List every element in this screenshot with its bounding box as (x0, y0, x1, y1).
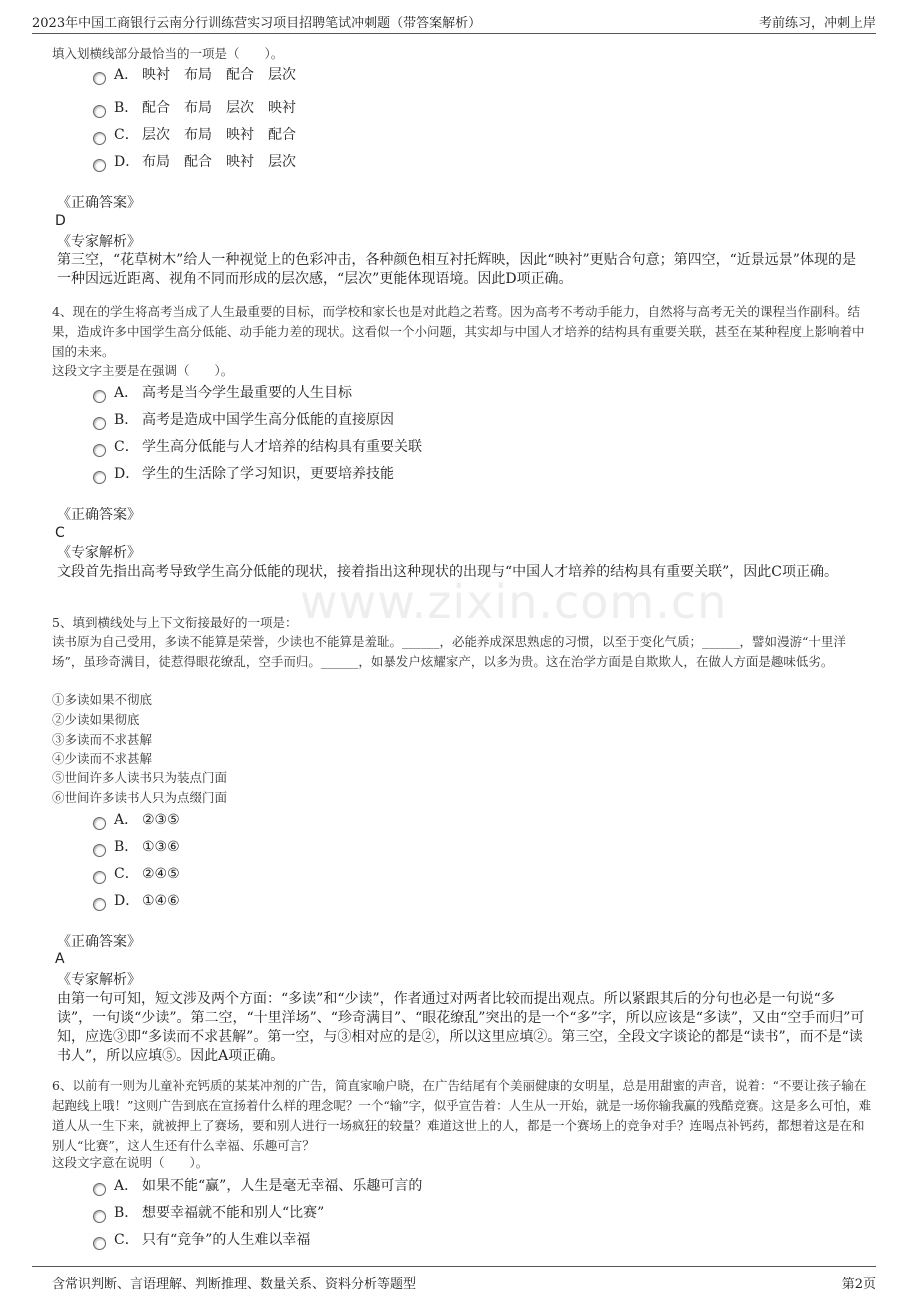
radio-button[interactable] (93, 444, 106, 457)
document-title: 2023年中国工商银行云南分行训练营实习项目招聘笔试冲刺题（带答案解析） (32, 16, 482, 31)
q5-analysis: 由第一句可知，短文涉及两个方面：“多读”和“少读”，作者通过对两者比较而提出观点。所以紧跟其后的分句也必是一句说“多读”，一句谈“少读”。第二空，“十里洋场”、“珍奇满目”、“眼花缭乱”突出的是一个“多”字，所以应该是“多读”，又由“空手而归”可知，应选③即“多读而不求甚解”。第一空，与③相对应的是②，所以这里应填②。第三空，全段文字谈论的都是“读书”，而不是“读书人”，所以应填⑤。因此A项正确。 (57, 991, 865, 1064)
q3-option-a[interactable]: A． 映衬 布局 配合 层次 (93, 65, 296, 85)
q5-item: ⑤世间许多人读书只为装点门面 (52, 770, 228, 785)
watermark: www.zixin.com.cn (300, 575, 728, 629)
page-footer (32, 1266, 876, 1294)
q5-item: ②少读如果彻底 (52, 712, 140, 727)
q4-analysis: 文段首先指出高考导致学生高分低能的现状，接着指出这种现状的出现与“中国人才培养的结构具有重要关联”，因此C项正确。 (57, 564, 839, 580)
q6-stem: 6、以前有一则为儿童补充钙质的某某冲剂的广告，简直家喻户晓，在广告结尾有个美丽健康的女明星，总是用甜蜜的声音，说着：“不要让孩子输在起跑线上哦！”这则广告到底在宣扬着什么样的理念呢？一个“输”字，似乎宣告着：人生从一开始，就是一场你输我赢的残酷竞赛。这是多么可怕，难道人从一生下来，就被押上了赛场，要和别人进行一场疯狂的较量？难道这世上的人，都是一个赛场上的竞争对手？连喝点补钙药，都想着这是在和别人“比赛”，这人生还有什么幸福、乐趣可言？ (52, 1078, 872, 1153)
radio-button[interactable] (93, 132, 106, 145)
q3-analysis-label: 《专家解析》 (57, 234, 141, 250)
radio-button[interactable] (93, 105, 106, 118)
q4-question: 这段文字主要是在强调（ ）。 (52, 363, 234, 378)
q4-option-c[interactable]: C． 学生高分低能与人才培养的结构具有重要关联 (93, 437, 422, 457)
q4-answer: C (55, 525, 65, 541)
q4-option-b[interactable]: B． 高考是造成中国学生高分低能的直接原因 (93, 410, 394, 430)
q4-answer-label: 《正确答案》 (57, 507, 141, 523)
q6-question: 这段文字意在说明（ ）。 (52, 1155, 209, 1170)
q5-answer-label: 《正确答案》 (57, 934, 141, 950)
q5-item: ③多读而不求甚解 (52, 732, 153, 747)
q3-stem: 填入划横线部分最恰当的一项是（ ）。 (52, 46, 284, 61)
q4-stem: 4、现在的学生将高考当成了人生最重要的目标，而学校和家长也是对此趋之若骛。因为高考不考动手能力，自然将与高考无关的课程当作副科。结果，造成许多中国学生高分低能、动手能力差的现状。这看似一个小问题，其实却与中国人才培养的结构具有重要关联，甚至在某种程度上影响着中国的未来。 (52, 304, 865, 359)
q3-option-c[interactable]: C． 层次 布局 映衬 配合 (93, 125, 296, 145)
radio-button[interactable] (93, 898, 106, 911)
q5-option-b[interactable]: B． ①③⑥ (93, 837, 180, 857)
q5-stem: 5、填到横线处与上下文衔接最好的一项是： (52, 615, 298, 630)
page-header (32, 8, 876, 34)
radio-button[interactable] (93, 844, 106, 857)
q5-item: ④少读而不求甚解 (52, 751, 153, 766)
q3-answer: D (55, 213, 66, 229)
q4-option-a[interactable]: A． 高考是当今学生最重要的人生目标 (93, 383, 352, 403)
q5-option-c[interactable]: C． ②④⑤ (93, 864, 180, 884)
q5-analysis-label: 《专家解析》 (57, 972, 141, 988)
q5-passage: 读书原为自己受用，多读不能算是荣誉，少读也不能算是羞耻。______，必能养成深思熟虑的习惯，以至于变化气质；______，譬如漫游“十里洋场”，虽珍奇满目，徒惹得眼花缭乱，空手而归。______，如暴发户炫耀家产，以多为贵。这在治学方面是自欺欺人，在做人方面是趣味低劣。 (52, 634, 846, 669)
radio-button[interactable] (93, 390, 106, 403)
q3-answer-label: 《正确答案》 (57, 195, 141, 211)
q5-option-a[interactable]: A． ②③⑤ (93, 810, 180, 830)
q6-option-c[interactable]: C． 只有“竞争”的人生难以幸福 (93, 1230, 310, 1250)
q3-option-b[interactable]: B． 配合 布局 层次 映衬 (93, 98, 296, 118)
q5-answer: A (55, 951, 65, 967)
radio-button[interactable] (93, 871, 106, 884)
header-slogan: 考前练习，冲刺上岸 (758, 16, 876, 31)
radio-button[interactable] (93, 72, 106, 85)
q4-option-d[interactable]: D． 学生的生活除了学习知识，更要培养技能 (93, 464, 394, 484)
radio-button[interactable] (93, 1183, 106, 1196)
q5-item: ①多读如果不彻底 (52, 692, 153, 707)
q4-analysis-label: 《专家解析》 (57, 545, 141, 561)
q3-option-d[interactable]: D． 布局 配合 映衬 层次 (93, 152, 296, 172)
q5-item: ⑥世间许多读书人只为点缀门面 (52, 790, 228, 805)
page-number: 第2页 (841, 1277, 876, 1292)
radio-button[interactable] (93, 1210, 106, 1223)
radio-button[interactable] (93, 1237, 106, 1250)
radio-button[interactable] (93, 159, 106, 172)
q3-analysis: 第三空，“花草树木”给人一种视觉上的色彩冲击，各种颜色相互衬托辉映，因此“映衬”更贴合句意；第四空，“近景远景”体现的是一种因远近距离、视角不同而形成的层次感，“层次”更能体现语境。因此D项正确。 (57, 252, 856, 287)
q6-option-a[interactable]: A． 如果不能“赢”，人生是毫无幸福、乐趣可言的 (93, 1176, 422, 1196)
radio-button[interactable] (93, 417, 106, 430)
radio-button[interactable] (93, 471, 106, 484)
footer-topics: 含常识判断、言语理解、判断推理、数量关系、资料分析等题型 (52, 1277, 417, 1292)
q6-option-b[interactable]: B． 想要幸福就不能和别人“比赛” (93, 1203, 324, 1223)
radio-button[interactable] (93, 817, 106, 830)
q5-option-d[interactable]: D． ①④⑥ (93, 891, 180, 911)
